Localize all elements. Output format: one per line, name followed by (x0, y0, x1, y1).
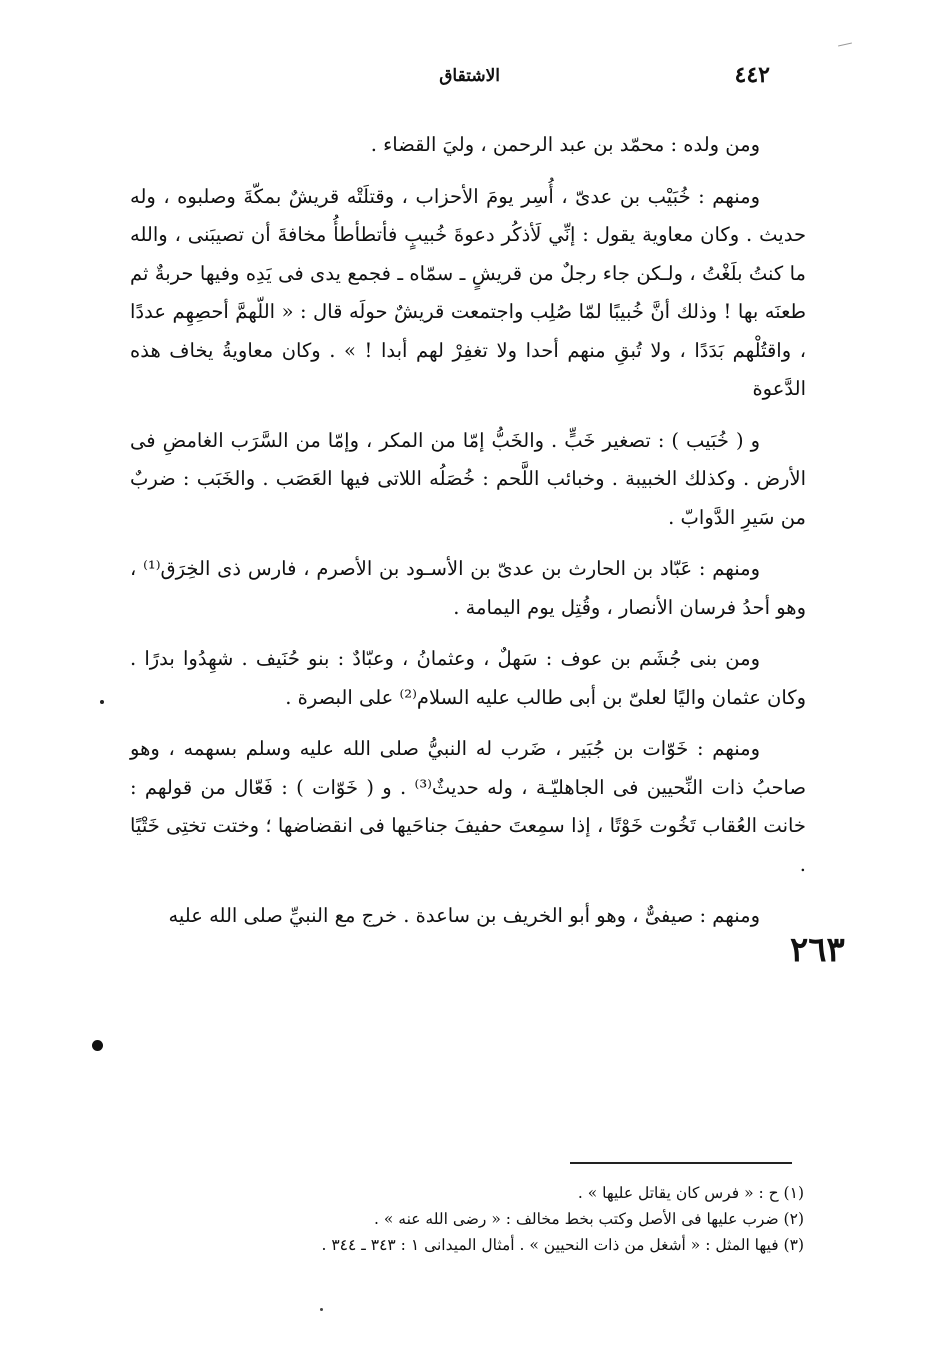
paragraph-1: ومن ولده : محمّد بن عبد الرحمن ، وليَ القضاء . (370, 133, 760, 156)
main-text (130, 126, 806, 949)
page-number: ٤٤٢ (734, 62, 770, 88)
footnote-3: (٣) فيها المثل : « أشغل من ذات النحيين » . أمثال الميدانى ١ : ٣٤٣ ـ ٣٤٤ . (321, 1236, 804, 1254)
paragraph-5: ومن بنى جُشَم بن عوف : سَهلٌ ، وعثمانُ ، وعبّادٌ : بنو حُنَيف . شهِدُوا بدرًا . وكان عثمان واليًا لعلىّ بن أبى طالب عليه السلام⁽²⁾ على البصرة . (130, 647, 806, 709)
footnotes (134, 1180, 804, 1258)
scan-speck (320, 1308, 323, 1311)
paragraph-7: ومنهم : صيفىٌّ ، وهو أبو الخريف بن ساعدة . خرج مع النبيِّ صلى الله عليه (168, 904, 760, 927)
scan-mark (838, 43, 852, 47)
paragraph-3: و ( خُبَيب ) : تصغير خَبٍّ . والخَبُّ إمّا من المكر ، وإمّا من السَّرَب الغامضِ فى الأرض . وكذلك الخبيبة . وخبائب اللَّحم : خُصَلُه اللاتى فيها العَصَب . والخَبَب : ضربٌ من سَيرِ الدَّوابّ . (130, 428, 806, 529)
scan-speck (92, 1040, 103, 1051)
running-title: الاشتقاق (439, 66, 500, 86)
footnote-2: (٢) ضرب عليها فى الأصل وكتب بخط مخالف : « رضى الله عنه » . (374, 1210, 804, 1228)
paragraph-6: ومنهم : خَوّات بن جُبَير ، ضَرب له النبيُّ صلى الله عليه وسلم بسهمه ، وهو صاحبُ ذات النِّحيين فى الجاهليّـة ، وله حديثٌ⁽³⁾ . و ( خَوّات ) : فَعّال من قولهم : خانت العُقاب تَخُوت خَوْتًا ، إذا سمِعتَ حفيفَ جناحَيها فى انقضاضها ؛ وختت تختِى خَتْيًا . (130, 737, 807, 876)
footnote-1: (١) ح : « فرس كان يقاتل عليها » . (577, 1184, 804, 1202)
paragraph-4: ومنهم : عَبّاد بن الحارث بن عدىّ بن الأسـود بن الأصرم ، فارس ذى الخِرَق⁽¹⁾ ، وهو أحدُ فرسان الأنصار ، وقُتِل يوم اليمامة . (130, 557, 806, 619)
paragraph-2: ومنهم : خُبَيْب بن عدىّ ، أُسِر يومَ الأحزاب ، وقتلَتْه قريشٌ بمكّةَ وصلبوه ، وله حديث . وكان معاوية يقول : إنِّي لَأذكُر دعوةَ خُبيبٍ فأتطأطأُ مخافةَ أن تصيبَنى ، والله ما كنتُ بلَغْتُ ، ولـكن جاء رجلٌ من قريشٍ ـ سمّاه ـ فجمع يدى فى يَدِه وفيها حربةٌ ثم طعنَه بها ! وذلك أنَّ خُبيبًا لمّا صُلِب واجتمعت قريشٌ حولَه قال : « اللّهمَّ أحصِهِم عددًا ، واقتُلْهم بَدَدًا ، ولا تُبقِ منهم أحدا ولا تغفِرْ لهم أبدا ! » . وكان معاويةُ يخاف هذه الدَّعوة (130, 184, 806, 400)
margin-page-number: ٢٦٣ (790, 930, 845, 970)
page-header (130, 62, 770, 92)
scan-speck (100, 700, 104, 704)
footnote-separator (570, 1162, 792, 1164)
